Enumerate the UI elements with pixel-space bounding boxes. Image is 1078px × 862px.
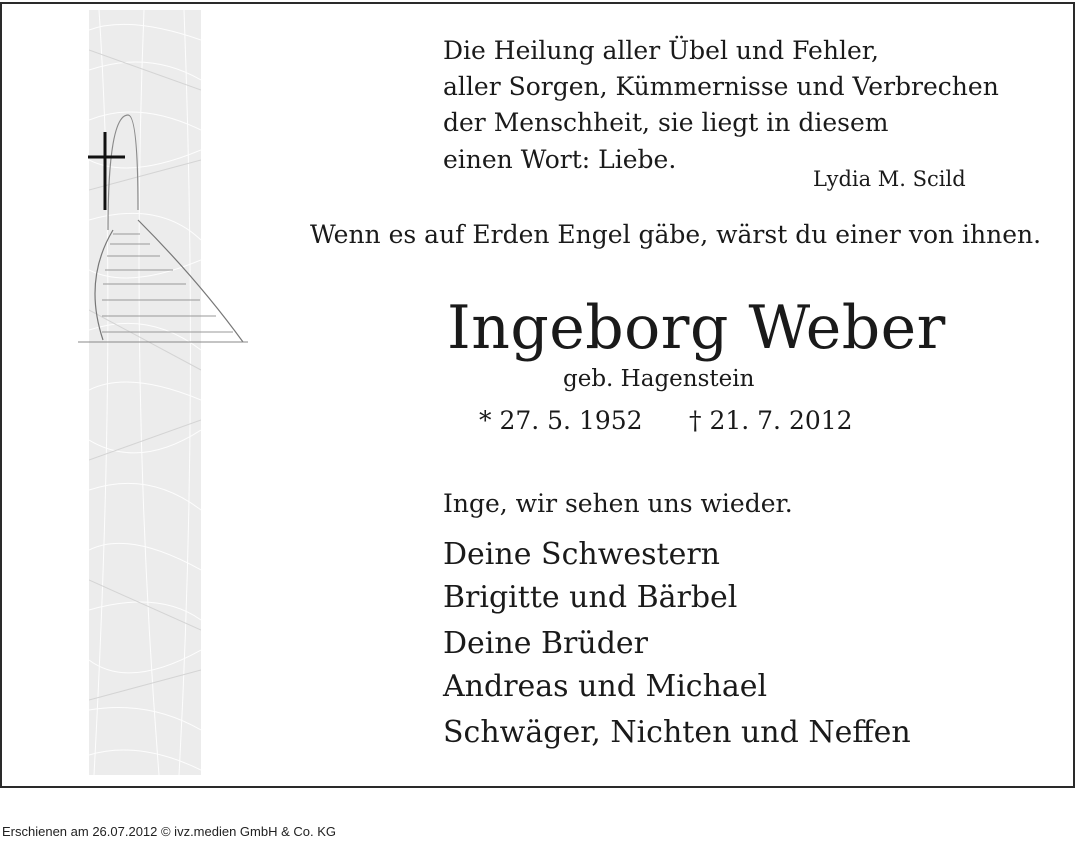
- death-date: † 21. 7. 2012: [689, 406, 853, 435]
- mourner-line-3: Deine Brüder: [443, 626, 649, 661]
- farewell-line: Inge, wir sehen uns wieder.: [443, 489, 793, 518]
- birth-date: * 27. 5. 1952: [479, 406, 643, 435]
- maiden-name: geb. Hagenstein: [563, 366, 755, 392]
- mourner-line-2: Brigitte und Bärbel: [443, 580, 738, 615]
- quote-line-3: der Menschheit, sie liegt in diesem: [443, 108, 889, 137]
- stairway-illustration: [78, 110, 253, 350]
- quote-line-1: Die Heilung aller Übel und Fehler,: [443, 36, 879, 65]
- quote-author: Lydia M. Scild: [813, 167, 966, 191]
- cross-icon: [88, 132, 125, 210]
- publication-footer: Erschienen am 26.07.2012 © ivz.medien GmbH & Co. KG: [2, 824, 337, 839]
- mourner-line-4: Andreas und Michael: [443, 669, 768, 704]
- mourner-line-1: Deine Schwestern: [443, 537, 720, 572]
- deceased-name: Ingeborg Weber: [447, 293, 946, 363]
- quote-line-4: einen Wort: Liebe.: [443, 145, 677, 174]
- quote-line-2: aller Sorgen, Kümmernisse und Verbrechen: [443, 72, 999, 101]
- verse: Wenn es auf Erden Engel gäbe, wärst du einer von ihnen.: [310, 220, 1042, 249]
- mourner-line-5: Schwäger, Nichten und Neffen: [443, 715, 911, 750]
